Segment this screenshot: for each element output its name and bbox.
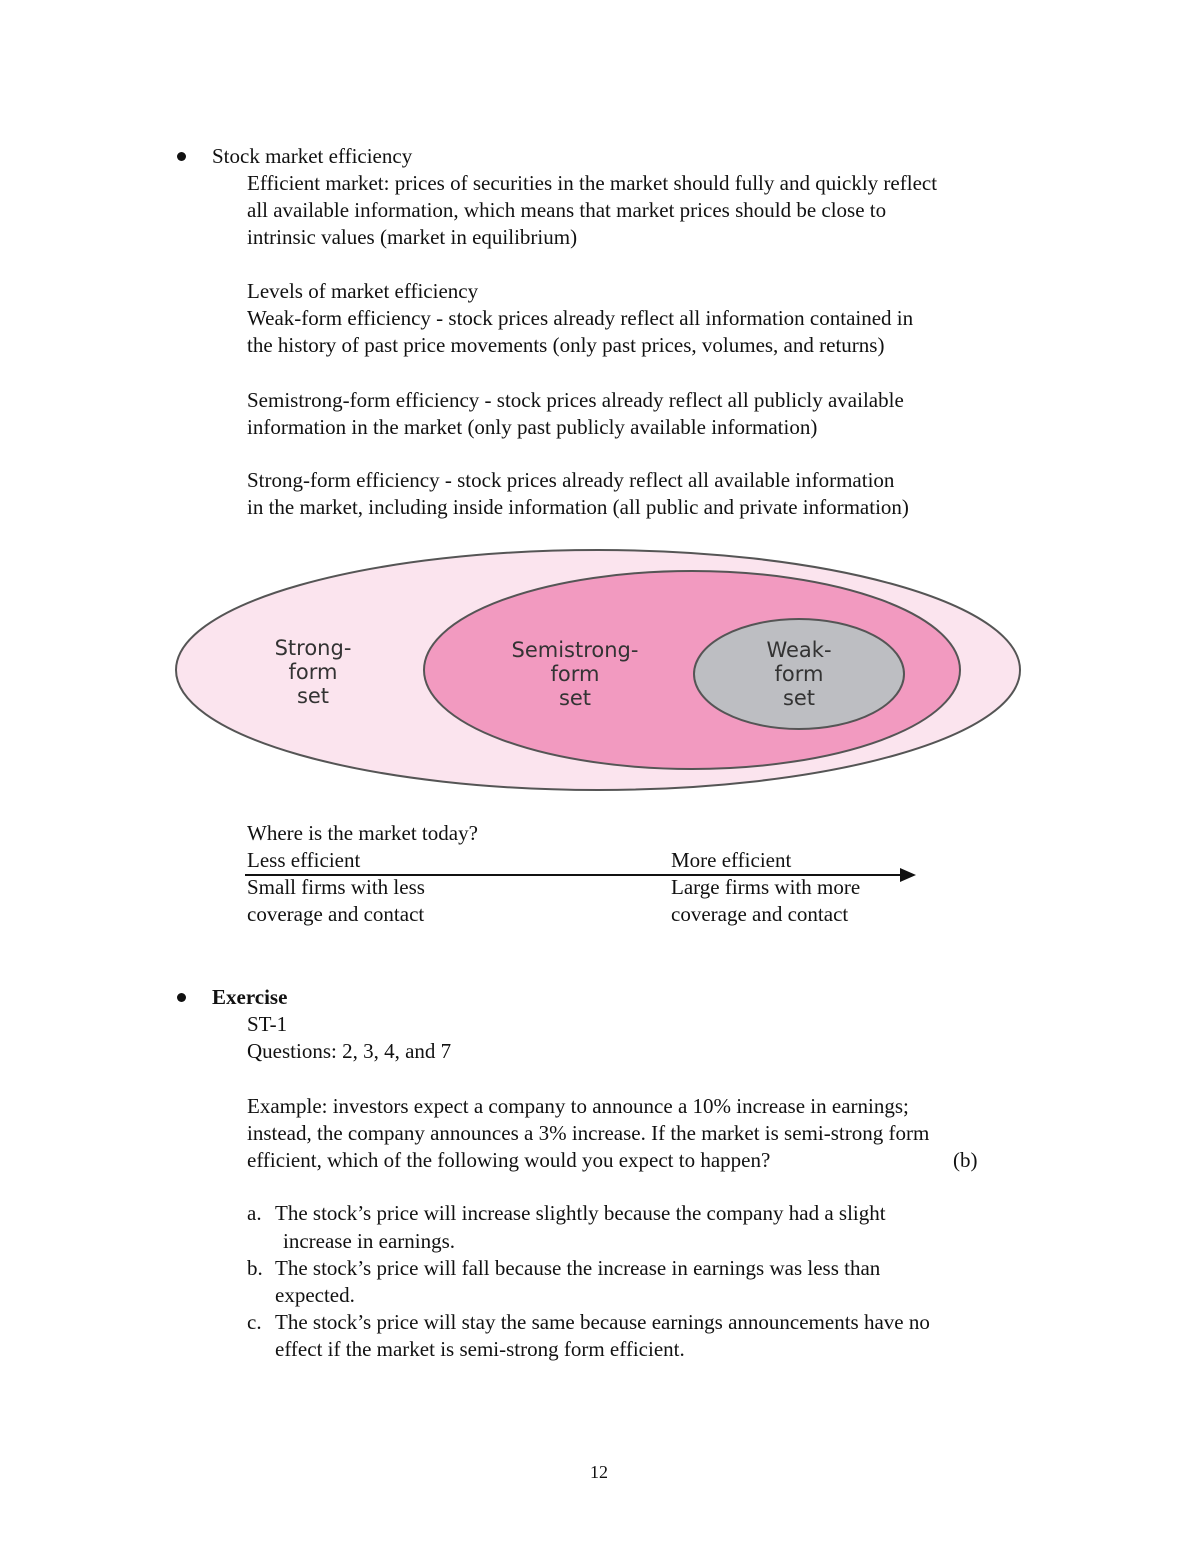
strong-form-label: form [288,660,338,684]
small-firms-desc: coverage and contact [247,902,425,926]
less-efficient-label: Less efficient [247,848,361,872]
semistrong-form-label: Semistrong- [511,638,639,662]
exercise-st: ST-1 [247,1012,288,1036]
example-line: Example: investors expect a company to announce a 10% increase in earnings; [247,1094,909,1118]
weak-form-label: set [782,686,816,710]
section-heading-exercise: Exercise [212,985,288,1009]
option-text: expected. [275,1283,355,1307]
bullet [177,993,186,1002]
example-line: efficient, which of the following would you expect to happen? [247,1148,771,1172]
strong-form-label: set [296,684,330,708]
large-firms-desc: coverage and contact [671,902,849,926]
efficiency-sets-diagram [0,540,1200,810]
strong-form-label: Strong- [274,636,352,660]
weak-form-line: Weak-form efficiency - stock prices already reflect all information contained in [247,306,914,330]
weak-form-label: form [774,662,824,686]
market-question: Where is the market today? [247,821,478,845]
option-text: The stock’s price will stay the same because earnings announcements have no [275,1310,930,1334]
option-text: The stock’s price will fall because the increase in earnings was less than [275,1256,881,1280]
small-firms-desc: Small firms with less [247,875,425,899]
page-number: 12 [590,1462,608,1482]
bullet [177,152,186,161]
definition-line: intrinsic values (market in equilibrium) [247,225,578,249]
definition-line: all available information, which means that market prices should be close to [247,198,887,222]
option-text: effect if the market is semi-strong form efficient. [275,1337,685,1361]
strong-form-line: Strong-form efficiency - stock prices already reflect all available information [247,468,895,492]
semistrong-form-line: information in the market (only past publicly available information) [247,415,818,439]
example-answer: (b) [953,1148,978,1172]
exercise-questions: Questions: 2, 3, 4, and 7 [247,1039,452,1063]
option-letter: b. [247,1256,263,1280]
semistrong-form-line: Semistrong-form efficiency - stock prices already reflect all publicly available [247,388,904,412]
levels-title: Levels of market efficiency [247,279,479,303]
example-line: instead, the company announces a 3% increase. If the market is semi-strong form [247,1121,930,1145]
more-efficient-label: More efficient [671,848,792,872]
weak-form-label: Weak- [766,638,832,662]
semistrong-form-label: set [558,686,592,710]
option-letter: c. [247,1310,262,1334]
weak-form-line: the history of past price movements (only past prices, volumes, and returns) [247,333,885,357]
strong-form-line: in the market, including inside information (all public and private information) [247,495,909,519]
definition-line: Efficient market: prices of securities in the market should fully and quickly reflect [247,171,938,195]
option-text: The stock’s price will increase slightly because the company had a slight [275,1201,886,1225]
option-text: increase in earnings. [283,1229,456,1253]
section-heading-efficiency: Stock market efficiency [212,144,413,168]
option-letter: a. [247,1201,262,1225]
large-firms-desc: Large firms with more [671,875,861,899]
semistrong-form-label: form [550,662,600,686]
